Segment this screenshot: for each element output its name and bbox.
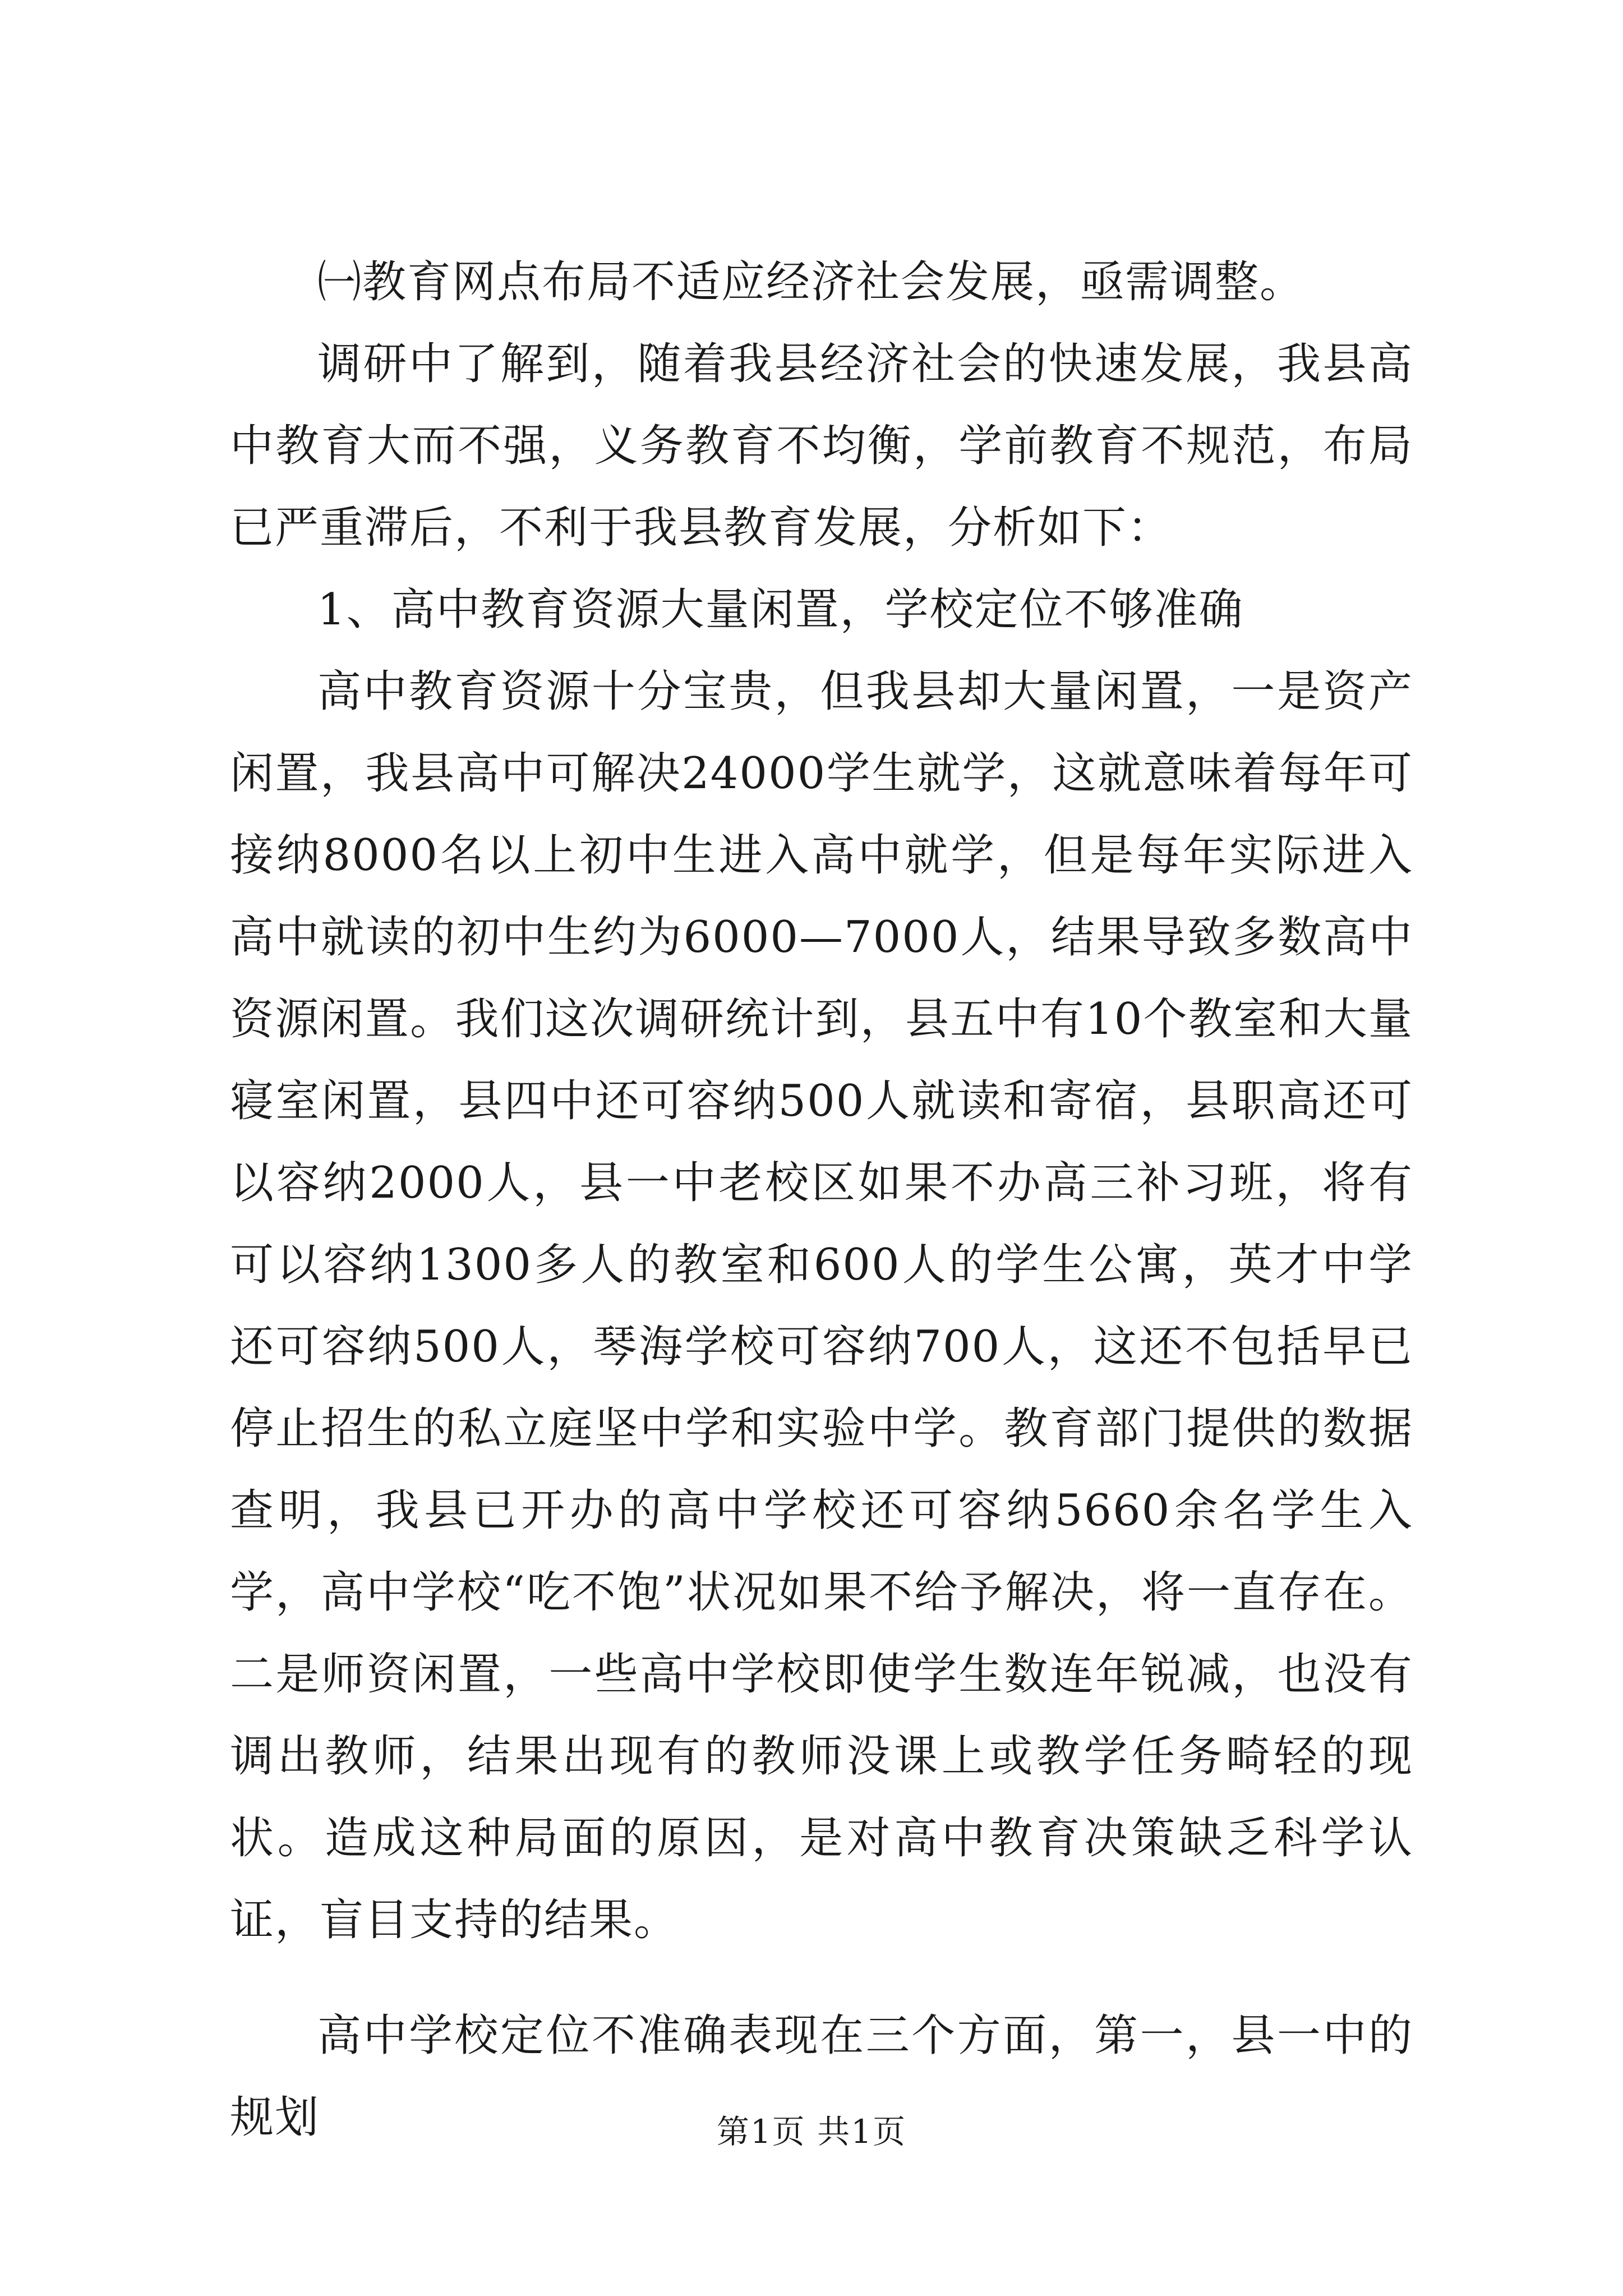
body-paragraph: 调研中了解到，随着我县经济社会的快速发展，我县高中教育大而不强，义务教育不均衡，学前教育不规范，布局已严重滞后，不利于我县教育发展，分析如下： — [230, 339, 1413, 553]
section-heading: ㈠教育网点布局不适应经济社会发展，亟需调整。 — [317, 257, 1305, 307]
body-paragraph: 高中学校定位不准确表现在三个方面，第一，县一中的规划 — [230, 2010, 1413, 2143]
document-body — [230, 241, 1413, 2159]
body-paragraph: 高中教育资源十分宝贵，但我县却大量闲置，一是资产闲置，我县高中可解决24000学生就学，这就意味着每年可接纳8000名以上初中生进入高中就学，但是每年实际进入高中就读的初中生约为6000—7000人，结果导致多数高中资源闲置。我们这次调研统计到，县五中有10个教室和大量寝室闲置，县四中还可容纳500人就读和寄宿，县职高还可以容纳2000人，县一中老校区如果不办高三补习班，将有可以容纳1300多人的教室和600人的学生公寓，英才中学还可容纳500人，琴海学校可容纳700人，这还不包括早已停止招生的私立庭坚中学和实验中学。教育部门提供的数据查明，我县已开办的高中学校还可容纳5660余名学生入学，高中学校“吃不饱”状况如果不给予解决，将一直存在。二是师资闲置，一些高中学校即使学生数连年锐减，也没有调出教师，结果出现有的教师没课上或教学任务畸轻的现状。造成这种局面的原因，是对高中教育决策缺乏科学认证，盲目支持的结果。 — [230, 666, 1413, 1945]
page-footer: 第1页 共1页 — [716, 2113, 907, 2151]
subsection-heading: 1、高中教育资源大量闲置，学校定位不够准确 — [317, 585, 1244, 635]
